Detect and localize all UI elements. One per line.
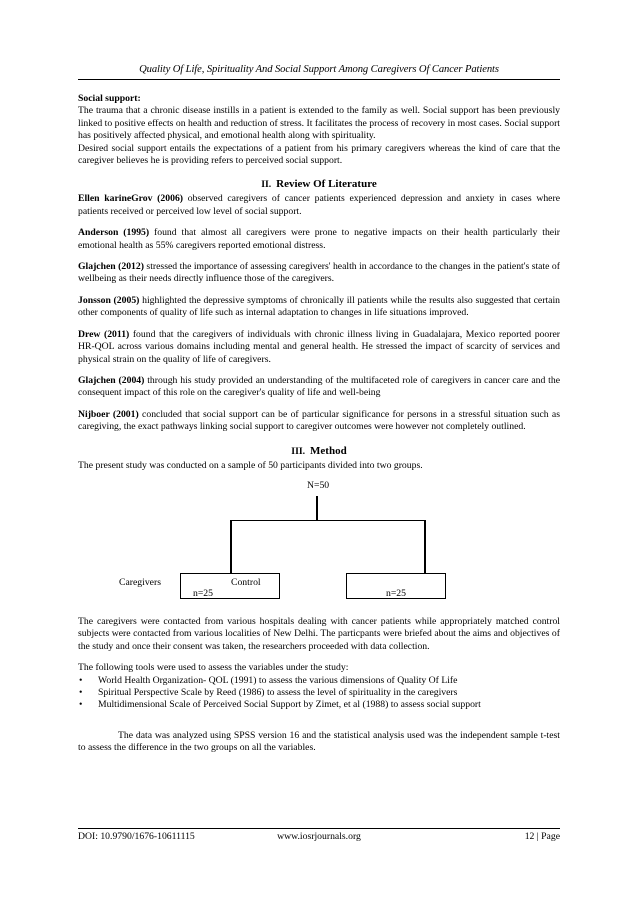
bullet-icon: •: [79, 674, 83, 686]
control-label: Control: [231, 576, 261, 588]
literature-entry: [78, 193, 560, 218]
diagram-connector: [230, 520, 232, 574]
list-item: • World Health Organization- QOL (1991) to assess the various dimensions of Quality Of Life: [79, 674, 458, 686]
social-support-heading: Social support:: [78, 93, 141, 104]
citation-text: through his study provided an understanding of the multifaceted role of caregivers in cancer care and the consequent impact of this role on the caregiver's quality of life and well-being: [78, 374, 561, 399]
diagram-connector: [424, 520, 426, 574]
literature-entry: [78, 329, 560, 366]
tools-list: [78, 675, 560, 712]
footer-doi: DOI: 10.9790/1676-10611115: [78, 831, 195, 842]
list-item: • Spiritual Perspective Scale by Reed (1986) to assess the level of spirituality in the caregivers: [79, 686, 458, 698]
section-heading-method: [78, 444, 560, 459]
citation-author: Anderson (1995): [78, 227, 150, 239]
footer-page-number: 12 | Page: [524, 831, 560, 842]
citation-author: Jonsson (2005): [78, 294, 140, 306]
method-intro: The present study was conducted on a sample of 50 participants divided into two groups.: [78, 459, 423, 471]
footer-rule: [78, 828, 560, 829]
page-body: [78, 93, 560, 755]
header-rule: [78, 79, 560, 80]
section-title: Review Of Literature: [276, 178, 377, 191]
citation-author: Nijboer (2001): [78, 408, 139, 420]
section-heading-review: [78, 177, 560, 192]
citation-author: Glajchen (2012): [78, 261, 144, 273]
caregivers-label: Caregivers: [119, 576, 161, 588]
tools-intro: The following tools were used to assess the variables under the study:: [78, 662, 349, 674]
social-support-paragraph-1: The trauma that a chronic disease instills in a patient is extended to the family as well. Social support has been previously linked to positive effects on health and reduction of stress. It facilitates the process of recovery in most cases. Social support has positively affected physical, and emotional health along with spirituality.: [78, 105, 560, 142]
citation-text: found that almost all caregivers were prone to negative impacts on their health particularly their emotional health as 55% caregivers reported emotional distress.: [78, 227, 561, 251]
citation-text: highlighted the depressive symptoms of chronically ill patients while the results also suggested that certain other components of quality of life such as internal adaptation to changes in life situations improved.: [78, 294, 560, 319]
list-item: • Multidimensional Scale of Perceived Social Support by Zimet, et al (1988) to assess social support: [79, 699, 481, 711]
section-number: II.: [261, 179, 272, 191]
citation-author: Ellen karineGrov (2006): [78, 193, 184, 205]
diagram-root-label: N=50: [307, 479, 330, 491]
citation-text: found that the caregivers of individuals with chronic illness living in Guadalajara, Mexico reported poorer HR-QOL across various domains including mental and general health. He stressed the impact of scarcity of services and physical strain on the quality of life of caregivers.: [78, 328, 560, 365]
running-header: Quality Of Life, Spirituality And Social Support Among Caregivers Of Cancer Patients: [139, 64, 499, 75]
literature-entry: [78, 261, 560, 286]
citation-text: stressed the importance of assessing caregivers' health in accordance to the changes in the patient's state of wellbeing as their needs directly influence those of the caregivers.: [78, 261, 561, 285]
social-support-paragraph-2: Desired social support entails the expectations of a patient from his primary caregivers whereas the kind of care that the caregiver believes he is providing refers to perceived social support.: [78, 142, 560, 167]
citation-text: concluded that social support can be of particular significance for persons in a stressful situation such as caregiving, the exact pathways linking social support to caregiver outcomes were however not completely outlined.: [78, 408, 560, 433]
analysis-paragraph: The data was analyzed using SPSS version 16 and the statistical analysis used was the independent sample t-test to assess the difference in the two groups on all the variables.: [78, 729, 560, 754]
section-title: Method: [310, 444, 347, 457]
control-count: n=25: [386, 587, 406, 599]
bullet-icon: •: [79, 686, 83, 698]
method-contact-paragraph: The caregivers were contacted from various hospitals dealing with cancer patients while appropriately matched control subjects were contacted from various localities of New Delhi. The particpants were briefed about the aims and objectives of the study and once their consent was taken, the researchers proceeded with data collection.: [78, 615, 560, 652]
literature-entry: [78, 227, 560, 252]
literature-entry: [78, 295, 560, 320]
citation-author: Glajchen (2004): [78, 374, 145, 386]
citation-text: observed caregivers of cancer patients experienced depression and anxiety in cases where patients received or perceived low level of social support.: [78, 193, 560, 217]
literature-entry: [78, 409, 560, 434]
sample-diagram: [78, 476, 560, 599]
citation-author: Drew (2011): [78, 328, 130, 340]
diagram-connector: [230, 520, 425, 522]
caregivers-count: n=25: [193, 587, 213, 599]
footer-website: www.iosrjournals.org: [277, 831, 361, 842]
section-number: III.: [291, 445, 306, 457]
diagram-connector: [316, 496, 318, 521]
literature-entry: [78, 375, 560, 400]
bullet-icon: •: [79, 699, 83, 711]
